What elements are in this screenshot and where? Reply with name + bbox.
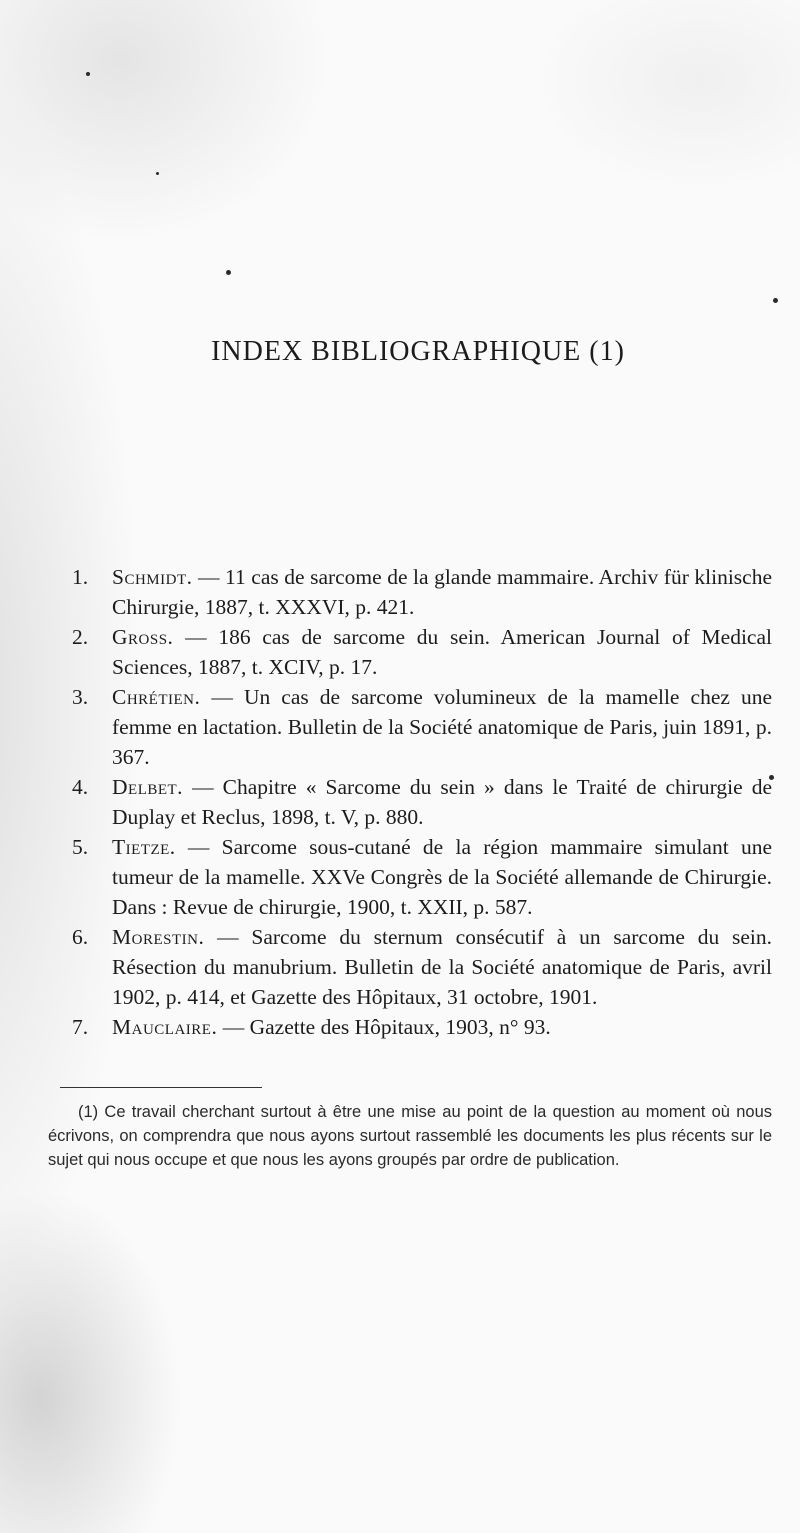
entry-author: Mauclaire. [112, 1015, 218, 1039]
page-title: INDEX BIBLIOGRAPHIQUE (1) [211, 336, 625, 367]
bibliography-entry [72, 622, 772, 682]
entry-text: — 186 cas de sarcome du sein. American Journal of Medical Sciences, 1887, t. XCIV, p. 17. [112, 625, 772, 679]
entry-number: 3. [72, 685, 89, 709]
entry-author: Gross. [112, 625, 174, 649]
footnote: (1) Ce travail cherchant surtout à être une mise au point de la question au moment où nous écrivons, on comprendra que nous ayons surtout rassemblé les documents les plus récents sur le sujet qui nous occupe et que nous les ayons groupés par ordre de publication. [48, 1103, 772, 1169]
bibliography-entry [72, 772, 772, 832]
bibliography-entry [72, 922, 772, 1012]
ink-speck [773, 298, 778, 303]
entry-text: — Sarcome du sternum consécutif à un sarcome du sein. Résection du manubrium. Bulletin de la Société anatomique de Paris, avril 1902, p. 414, et Gazette des Hôpitaux, 31 octobre, 1901. [112, 925, 772, 1009]
entry-number: 6. [72, 925, 89, 949]
entry-number: 4. [72, 775, 89, 799]
footnote-divider [60, 1087, 262, 1088]
bibliography-list [72, 562, 772, 1042]
entry-number: 5. [72, 835, 89, 859]
entry-text: — Gazette des Hôpitaux, 1903, n° 93. [222, 1015, 551, 1039]
entry-number: 7. [72, 1015, 89, 1039]
ink-speck [226, 270, 231, 275]
entry-author: Tietze. [112, 835, 176, 859]
ink-speck [156, 172, 159, 175]
entry-text: — 11 cas de sarcome de la glande mammaire. Archiv für klinische Chirurgie, 1887, t. XXXVI, p. 421. [112, 565, 772, 619]
entry-text: — Sarcome sous-cutané de la région mammaire simulant une tumeur de la mamelle. XXVe Congrès de la Société allemande de Chirurgie. Dans : Revue de chirurgie, 1900, t. XXII, p. 587. [112, 835, 772, 919]
entry-text: — Chapitre « Sarcome du sein » dans le Traité de chirurgie de Duplay et Reclus, 1898, t. V, p. 880. [112, 775, 773, 829]
entry-number: 1. [72, 565, 89, 589]
entry-author: Delbet. [112, 775, 184, 799]
entry-author: Schmidt. [112, 565, 193, 589]
entry-author: Morestin. [112, 925, 205, 949]
entry-number: 2. [72, 625, 89, 649]
bibliography-entry [72, 1012, 772, 1042]
bibliography-entry [72, 562, 772, 622]
bibliography-entry [72, 682, 772, 772]
bibliography-entry [72, 832, 772, 922]
entry-text: — Un cas de sarcome volumineux de la mamelle chez une femme en lactation. Bulletin de la Société anatomique de Paris, juin 1891, p. 367. [112, 685, 772, 769]
ink-speck [86, 72, 90, 76]
entry-author: Chrétien. [112, 685, 201, 709]
